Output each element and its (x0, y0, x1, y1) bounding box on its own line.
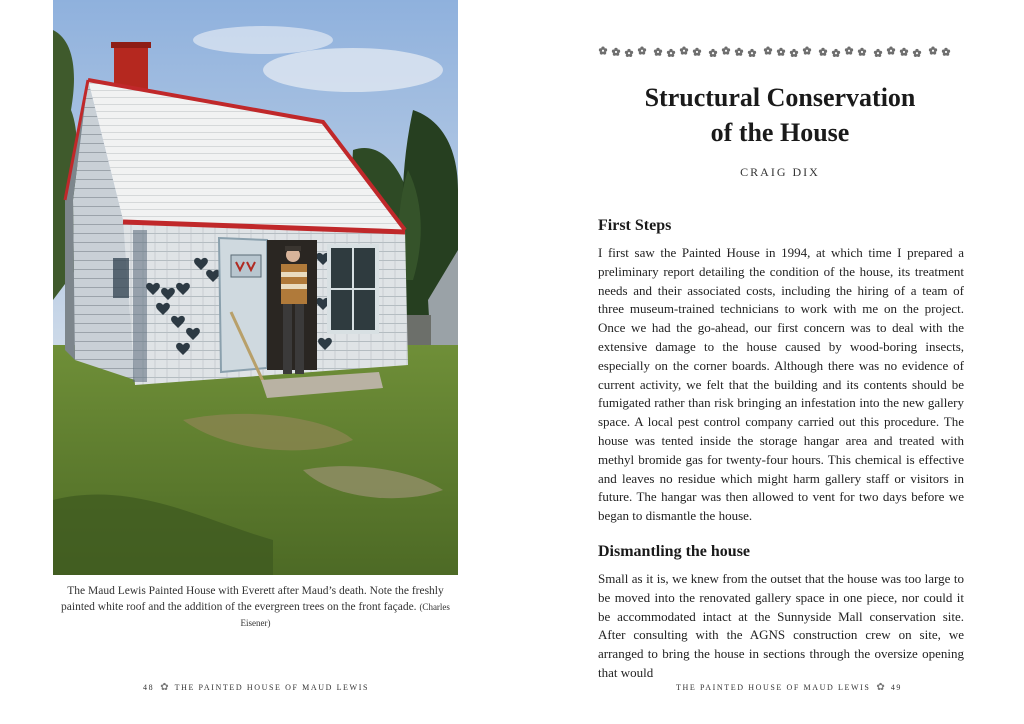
chapter-title-line2: of the House (710, 118, 850, 147)
section-heading-dismantling: Dismantling the house (598, 543, 751, 560)
ornament-flower-icon (735, 48, 743, 56)
house-photo-illustration (53, 0, 458, 575)
ornament-flower-icon (790, 49, 798, 57)
ornament-flower-icon (638, 47, 646, 55)
ornament-flower-icon (625, 49, 633, 57)
left-running-title: THE PAINTED HOUSE OF MAUD LEWIS (174, 683, 370, 692)
ornament-flower-icon (693, 48, 701, 56)
author-name: CRAIG DIX (740, 165, 820, 179)
ornament-flower-icon (913, 49, 921, 57)
ornament-flower-icon (819, 48, 827, 56)
ornament-flower-icon (764, 47, 772, 55)
ornament-flower-icon (832, 49, 840, 57)
ornament-flower-icon (654, 48, 662, 56)
right-page-number: 49 (890, 683, 903, 692)
caption-text: The Maud Lewis Painted House with Everett after Maud’s death. Note the freshly painted white roof and the addition of the evergreen trees on the front façade. (61, 585, 444, 613)
ornament-flower-icon (599, 47, 607, 55)
ornament-flower-icon (748, 49, 756, 57)
ornament-flower-icon (709, 49, 717, 57)
ornament-flower-icon (858, 48, 866, 56)
ornament-flower-icon (845, 47, 853, 55)
ornament-flower-icon (942, 48, 950, 56)
section-heading-first-steps: First Steps (598, 217, 672, 234)
left-folio (143, 682, 369, 693)
ornament-flower-icon (887, 47, 895, 55)
flower-border-icon (597, 45, 963, 59)
house-photo (53, 0, 458, 575)
ornament-flower-icon (667, 49, 675, 57)
right-running-title: THE PAINTED HOUSE OF MAUD LEWIS (676, 683, 871, 692)
ornament-flower-icon (929, 47, 937, 55)
ornament-flower-icon (874, 49, 882, 57)
ornament-flower-icon (777, 48, 785, 56)
section-body-first-steps: I first saw the Painted House in 1994, at which time I prepared a preliminary report detailing the condition of the house, its treatment needs and their associated costs, including the hiring of a team of three museum-trained technicians to work with me on the project. Once we had the go-ahead, our first concern was to deal with the extensive damage to the house caused by wood-boring insects, especially on the corner boards. Although there was no evidence of current activity, we felt that the building and its contents should be fumigated rather than risk bringing an infestation into the new gallery space. A local pest control company carried out this procedure. The house was tented inside the storage hangar area and treated with methyl bromide gas for twenty-four hours. This chemical is effective and leaves no residue which might harm gallery staff or visitors in future. The hangar was then allowed to vent for two days before we began to dismantle the house. (598, 245, 964, 524)
chapter-title-line1: Structural Conservation (644, 83, 916, 112)
ornament-flower-icon (803, 47, 811, 55)
flower-icon: ✿ (160, 682, 169, 693)
photo-caption (60, 583, 451, 631)
flower-border-ornament (597, 44, 963, 58)
right-folio (676, 682, 902, 693)
section-body-dismantling: Small as it is, we knew from the outset that the house was too large to be moved into the renovated gallery space in one piece, nor could it be accommodated intact at the Sunnyside Mall conservation site. After consulting with the AGNS construction crew on site, we arranged to bring the house in sections through the oversize opening that would (598, 571, 964, 680)
ornament-flower-icon (680, 47, 688, 55)
ornament-flower-icon (612, 48, 620, 56)
flower-icon: ✿ (876, 682, 885, 693)
left-page-number: 48 (143, 683, 155, 692)
ornament-flower-icon (900, 48, 908, 56)
chapter-title (580, 80, 980, 150)
caption-credit: (Charles Eisener) (240, 602, 450, 628)
ornament-flower-icon (722, 47, 730, 55)
